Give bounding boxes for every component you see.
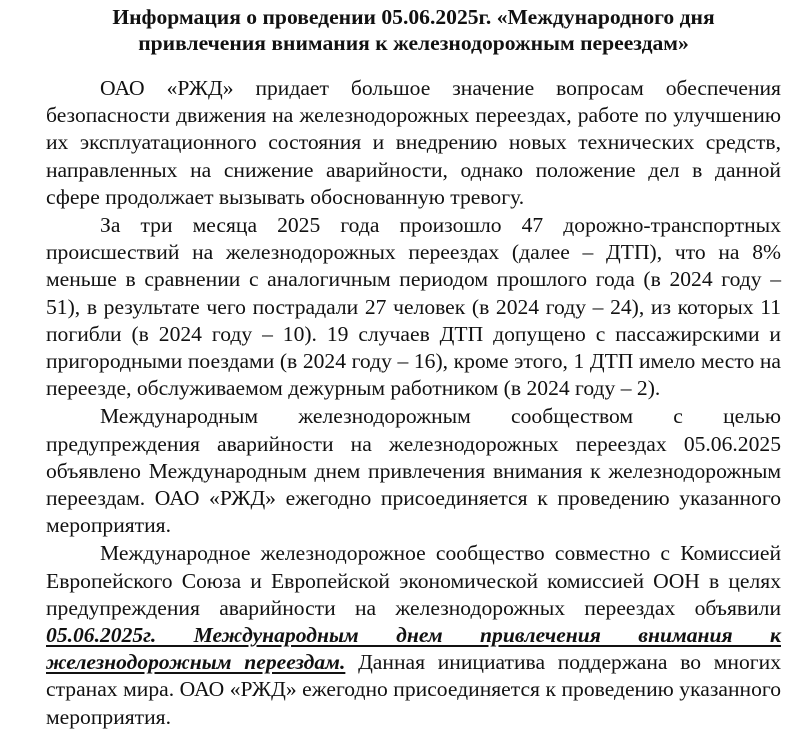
- paragraph-4: [46, 540, 781, 730]
- paragraph-4-text-before: Международное железнодорожное сообщество совместно с Комиссией Европейского Союза и Европейской экономической комиссией ООН в целях предупреждения аварийности на железнодорожных переездах объявили: [46, 541, 781, 620]
- paragraph-2: За три месяца 2025 года произошло 47 дорожно-транспортных происшествий на железнодорожных переездах (далее – ДТП), что на 8% меньше в сравнении с аналогичным периодом прошлого года (в 2024 году – 51), в результате чего пострадали 27 человек (в 2024 году – 24), из которых 11 погибли (в 2024 году – 10). 19 случаев ДТП допущено с пассажирскими и пригородными поездами (в 2024 году – 16), кроме этого, 1 ДТП имело место на переезде, обслуживаемом дежурным работником (в 2024 году – 2).: [46, 213, 781, 401]
- document-title: Информация о проведении 05.06.2025г. «Международного дня привлечения внимания к железнодорожным переездам»: [112, 5, 715, 55]
- paragraph-4-emphasis: 05.06.2025г. Международным днем привлечения внимания к железнодорожным переездам.: [46, 623, 781, 675]
- paragraph-3: Международным железнодорожным сообществом с целью предупреждения аварийности на железнодорожных переездах 05.06.2025 объявлено Международным днем привлечения внимания к железнодорожным переездам. ОАО «РЖД» ежегодно присоединяется к проведению указанного мероприятия.: [46, 404, 781, 538]
- paragraph-1: ОАО «РЖД» придает большое значение вопросам обеспечения безопасности движения на железнодорожных переездах, работе по улучшению их эксплуатационного состояния и внедрению новых технических средств, направленных на снижение аварийности, однако положение дел в данной сфере продолжает вызывать обоснованную тревогу.: [46, 76, 781, 209]
- paragraph-4-text-after: Данная инициатива поддержана во многих странах мира. ОАО «РЖД» ежегодно присоединяется к проведению указанного мероприятия.: [46, 650, 781, 729]
